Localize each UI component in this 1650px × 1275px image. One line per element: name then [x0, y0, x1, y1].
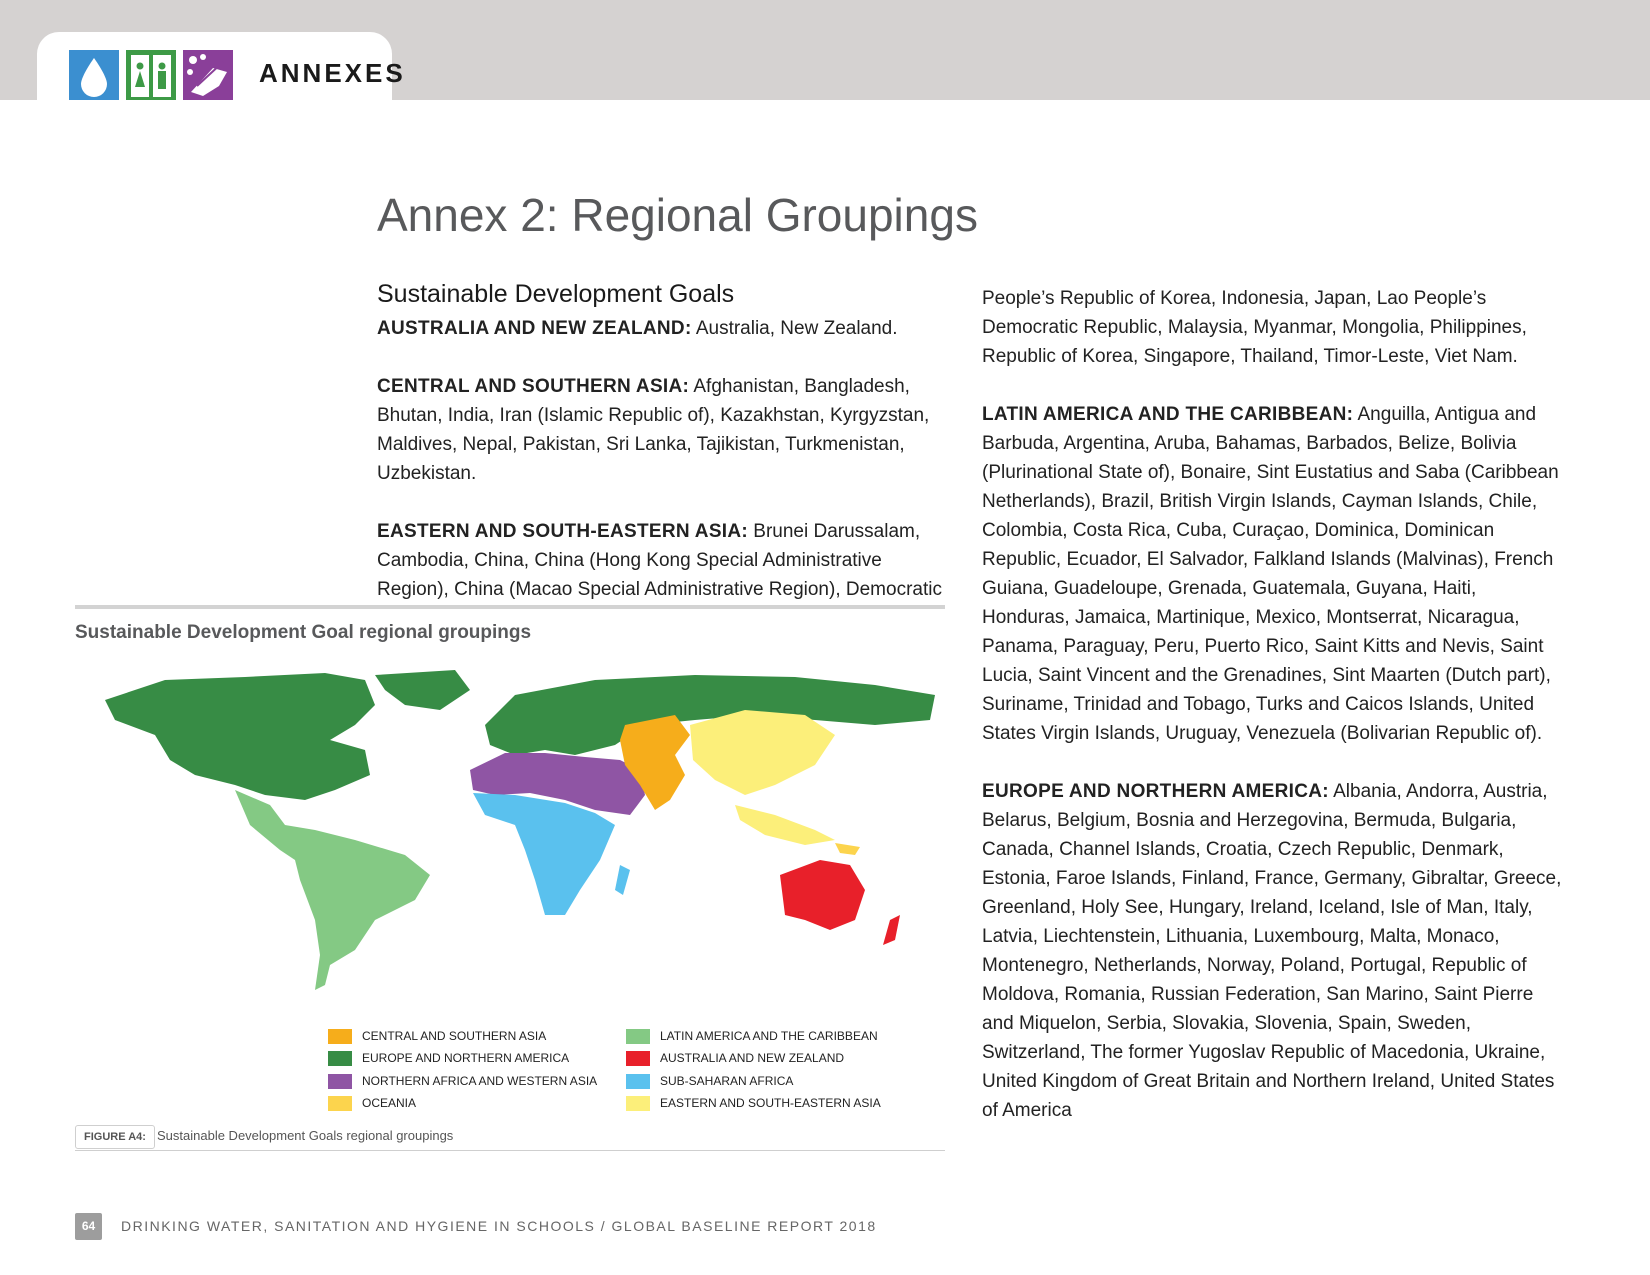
figure-divider — [75, 605, 945, 609]
region-countries: Albania, Andorra, Austria, Belarus, Belgium, Bosnia and Herzegovina, Bermuda, Bulgaria, Canada, Channel Islands, Croatia, Czech Republic, Denmark, Estonia, Faroe Islands, Finland, France, Germany, Gibraltar, Greece, Greenland, Holy See, Hungary, Ireland, Iceland, Isle of Man, Italy, Latvia, Liechtenstein, Lithuania, Luxembourg, Malta, Monaco, Montenegro, Netherlands, Norway, Poland, Portugal, Republic of Moldova, Romania, Russian Federation, San Marino, Saint Pierre and Miquelon, Serbia, Slovakia, Slovenia, Spain, Sweden, Switzerland, The former Yugoslav Republic of Macedonia, Ukraine, United Kingdom of Great Britain and Northern Ireland, United States of America — [982, 781, 1562, 1121]
figure-tag: FIGURE A4: — [75, 1125, 155, 1149]
figure-caption — [75, 1125, 945, 1151]
section-tab-title: ANNEXES — [259, 58, 406, 88]
section-heading: Sustainable Development Goals — [377, 280, 735, 308]
region-countries: Anguilla, Antigua and Barbuda, Argentina, Aruba, Bahamas, Barbados, Belize, Bolivia (Plurinational State of), Bonaire, Sint Eustatius and Saba (Caribbean Netherlands), Brazil, British Virgin Islands, Cayman Islands, Chile, Colombia, Costa Rica, Cuba, Curaçao, Dominica, Dominican Republic, Ecuador, El Salvador, Falkland Islands (Malvinas), French Guiana, Guadeloupe, Grenada, Guatemala, Guyana, Haiti, Honduras, Jamaica, Martinique, Mexico, Montserrat, Nicaragua, Panama, Paraguay, Peru, Puerto Rico, Saint Kitts and Nevis, Saint Lucia, Saint Vincent and the Grenadines, Sint Maarten (Dutch part), Suriname, Trinidad and Tobago, Turks and Caicos Islands, United States Virgin Islands, Uruguay, Venezuela (Bolivarian Republic of). — [982, 404, 1559, 744]
region-countries: Afghanistan, Bangladesh, Bhutan, India, Iran (Islamic Republic of), Kazakhstan, Kyrgyzstan, Maldives, Nepal, Pakistan, Sri Lanka, Tajikistan, Turkmenistan, Uzbekistan. — [377, 376, 930, 484]
region-countries: Brunei Darussalam, Cambodia, China, China (Hong Kong Special Administrative Region), China (Macao Special Administrative Region), Democratic — [377, 521, 942, 600]
map-region-southeast-islands — [735, 805, 835, 845]
map-legend — [328, 1027, 908, 1117]
legend-swatch — [328, 1051, 352, 1066]
legend-label: CENTRAL AND SOUTHERN ASIA — [362, 1029, 547, 1043]
legend-item — [328, 1094, 416, 1112]
legend-label: OCEANIA — [362, 1096, 417, 1110]
map-region-oceania — [835, 843, 860, 855]
map-region-new-zealand — [883, 915, 900, 945]
legend-item — [626, 1072, 793, 1090]
legend-swatch — [328, 1074, 352, 1089]
legend-swatch — [626, 1096, 650, 1111]
legend-label: SUB-SAHARAN AFRICA — [660, 1074, 794, 1088]
region-name: LATIN AMERICA AND THE CARIBBEAN: — [982, 404, 1354, 425]
toilet-icon — [126, 50, 176, 100]
region-group — [377, 517, 947, 604]
region-group — [982, 284, 1562, 371]
region-name: CENTRAL AND SOUTHERN ASIA: — [377, 376, 690, 397]
region-countries: Australia, New Zealand. — [691, 318, 898, 339]
legend-swatch — [328, 1096, 352, 1111]
map-region-greenland — [375, 670, 470, 710]
legend-label: EASTERN AND SOUTH-EASTERN ASIA — [660, 1096, 881, 1110]
left-column — [377, 314, 947, 633]
page-number: 64 — [75, 1213, 102, 1240]
legend-label: EUROPE AND NORTHERN AMERICA — [362, 1051, 570, 1065]
legend-item — [328, 1049, 569, 1067]
region-countries: People’s Republic of Korea, Indonesia, Japan, Lao People’s Democratic Republic, Malaysia, Myanmar, Mongolia, Philippines, Republic of Korea, Singapore, Thailand, Timor-Leste, Viet Nam. — [982, 288, 1527, 367]
map-region-europe-north-america — [105, 673, 375, 800]
region-group — [377, 314, 947, 343]
region-group — [377, 372, 947, 488]
world-map — [75, 665, 945, 1015]
region-name: AUSTRALIA AND NEW ZEALAND: — [377, 318, 692, 339]
legend-label: NORTHERN AFRICA AND WESTERN ASIA — [362, 1074, 598, 1088]
legend-swatch — [626, 1029, 650, 1044]
legend-item — [626, 1049, 844, 1067]
map-region-sub-saharan-africa — [473, 793, 615, 915]
page-title: Annex 2: Regional Groupings — [377, 189, 978, 241]
legend-label: AUSTRALIA AND NEW ZEALAND — [660, 1051, 845, 1065]
legend-item — [626, 1027, 878, 1045]
legend-item — [626, 1094, 881, 1112]
map-region-latin-america — [235, 790, 430, 990]
region-name: EUROPE AND NORTHERN AMERICA: — [982, 781, 1329, 802]
region-group — [982, 400, 1562, 748]
map-region-east-southeast-asia — [690, 710, 835, 795]
water-drop-icon — [69, 50, 119, 100]
map-region-madagascar — [615, 865, 630, 895]
legend-swatch — [626, 1051, 650, 1066]
footer-text: DRINKING WATER, SANITATION AND HYGIENE IN SCHOOLS / GLOBAL BASELINE REPORT 2018 — [121, 1218, 877, 1234]
handwashing-icon — [183, 50, 233, 100]
right-column — [982, 284, 1562, 1154]
legend-swatch — [328, 1029, 352, 1044]
region-name: EASTERN AND SOUTH-EASTERN ASIA: — [377, 521, 749, 542]
legend-item — [328, 1072, 597, 1090]
figure-caption-text: Sustainable Development Goals regional groupings — [157, 1128, 454, 1143]
region-group — [982, 777, 1562, 1125]
legend-item — [328, 1027, 546, 1045]
legend-label: LATIN AMERICA AND THE CARIBBEAN — [660, 1029, 878, 1043]
map-region-australia-new-zealand — [780, 860, 865, 930]
figure-title: Sustainable Development Goal regional groupings — [75, 622, 532, 643]
legend-swatch — [626, 1074, 650, 1089]
